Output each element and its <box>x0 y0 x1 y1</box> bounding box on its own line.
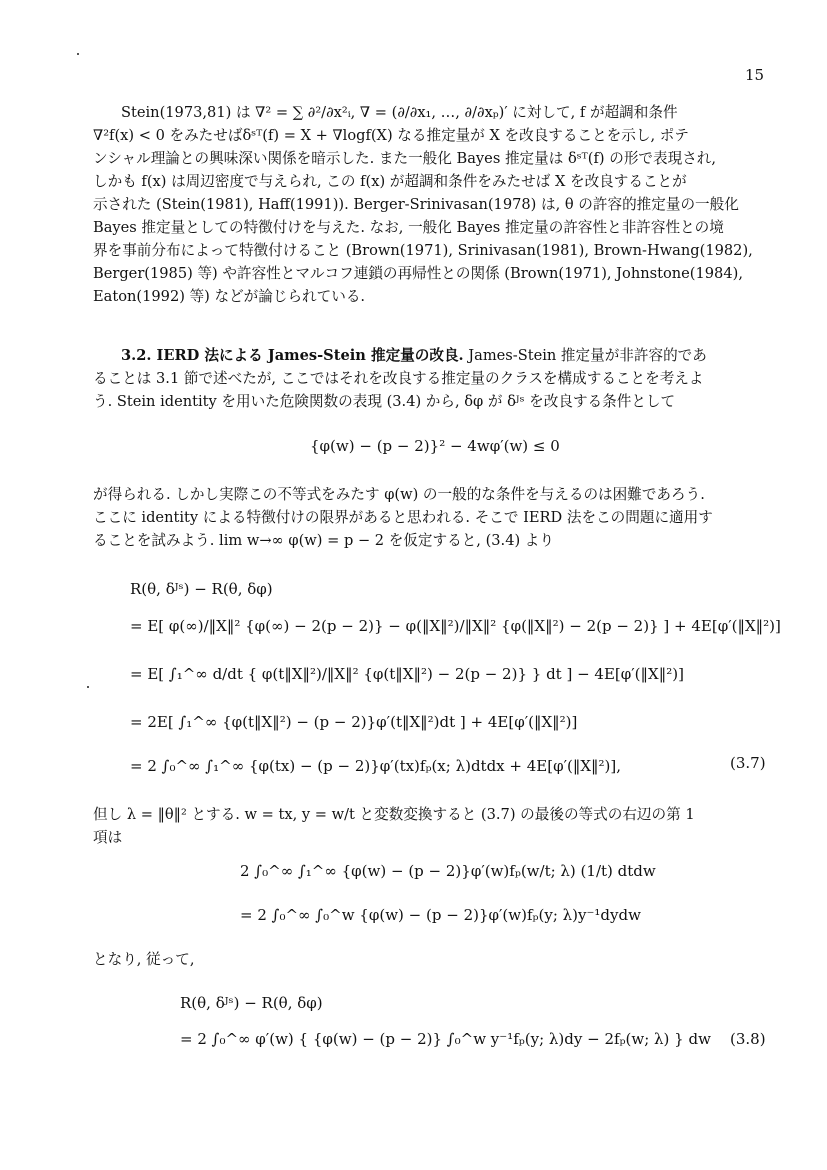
equation-3-7-line: = E[ φ(∞)/‖X‖² {φ(∞) − 2(p − 2)} − φ(‖X‖²)/‖X‖² {φ(‖X‖²) − 2(p − 2)} ] + 4E[φ′(‖X‖²)] <box>130 617 781 635</box>
equation-3-8-line: R(θ, δᴶˢ) − R(θ, δφ) <box>180 994 323 1012</box>
scan-speck <box>77 53 79 55</box>
display-equation-inequality: {φ(w) − (p − 2)}² − 4wφ′(w) ≤ 0 <box>310 437 560 455</box>
text-line: ∇²f(x) < 0 をみたせばδˢᵀ(f) = X + ∇logf(X) なる推定量が X を改良することを示し, ポテ <box>93 127 689 144</box>
section-heading: 3.2. IERD 法による James-Stein 推定量の改良. <box>121 347 464 364</box>
page-number: 15 <box>745 66 765 84</box>
text-line: ここに identity による特徴付けの限界があると思われる. そこで IERD 法をこの問題に適用す <box>93 509 713 526</box>
text-line <box>93 344 765 367</box>
text-line: しかも f(x) は周辺密度で与えられ, この f(x) が超調和条件をみたせば X を改良することが <box>93 173 687 190</box>
paragraph-1 <box>93 101 765 308</box>
equation-number-3-7: (3.7) <box>730 754 766 772</box>
equation-3-8-line: = 2 ∫₀^∞ φ′(w) { {φ(w) − (p − 2)} ∫₀^w y⁻¹fₚ(y; λ)dy − 2fₚ(w; λ) } dw <box>180 1030 711 1048</box>
text-line: Eaton(1992) 等) などが論じられている. <box>93 288 366 305</box>
equation-3-7-line: = E[ ∫₁^∞ d/dt { φ(t‖X‖²)/‖X‖² {φ(t‖X‖²) − 2(p − 2)} } dt ] − 4E[φ′(‖X‖²)] <box>130 665 684 683</box>
equation-substitution-line: = 2 ∫₀^∞ ∫₀^w {φ(w) − (p − 2)}φ′(w)fₚ(y; λ)y⁻¹dydw <box>240 906 641 924</box>
text-line: ることを試みよう. lim w→∞ φ(w) = p − 2 を仮定すると, (3.4) より <box>93 532 554 549</box>
paragraph-4 <box>93 803 765 849</box>
scan-speck <box>87 686 89 688</box>
equation-substitution-line: 2 ∫₀^∞ ∫₁^∞ {φ(w) − (p − 2)}φ′(w)fₚ(w/t; λ) (1/t) dtdw <box>240 862 656 880</box>
equation-3-7-line: = 2E[ ∫₁^∞ {φ(t‖X‖²) − (p − 2)}φ′(t‖X‖²)dt ] + 4E[φ′(‖X‖²)] <box>130 713 578 731</box>
text-line: 界を事前分布によって特徴付けること (Brown(1971), Srinivasan(1981), Brown-Hwang(1982), <box>93 242 753 259</box>
text-line: となり, 従って, <box>93 951 195 968</box>
text-line: 示された (Stein(1981), Haff(1991)). Berger-Srinivasan(1978) は, θ の許容的推定量の一般化 <box>93 196 739 213</box>
text-line: う. Stein identity を用いた危険関数の表現 (3.4) から, δφ が δᴶˢ を改良する条件として <box>93 393 676 410</box>
paragraph-5 <box>93 948 765 971</box>
text-line: Stein(1973,81) は ∇² = ∑ ∂²/∂x²ᵢ, ∇ = (∂/∂x₁, …, ∂/∂xₚ)′ に対して, f が超調和条件 <box>121 104 678 121</box>
equation-number-3-8: (3.8) <box>730 1030 766 1048</box>
paragraph-2 <box>93 344 765 413</box>
text-line: 但し λ = ‖θ‖² とする. w = tx, y = w/t と変数変換すると (3.7) の最後の等式の右辺の第 1 <box>93 806 695 823</box>
text-line: Bayes 推定量としての特徴付けを与えた. なお, 一般化 Bayes 推定量の許容性と非許容性との境 <box>93 219 724 236</box>
text-line: Berger(1985) 等) や許容性とマルコフ連鎖の再帰性との関係 (Brown(1971), Johnstone(1984), <box>93 265 743 282</box>
text-line: 項は <box>93 829 123 846</box>
equation-3-7-line: R(θ, δᴶˢ) − R(θ, δφ) <box>130 580 273 598</box>
text-line: ることは 3.1 節で述べたが, ここではそれを改良する推定量のクラスを構成することを考えよ <box>93 370 704 387</box>
equation-3-7-line: = 2 ∫₀^∞ ∫₁^∞ {φ(tx) − (p − 2)}φ′(tx)fₚ(x; λ)dtdx + 4E[φ′(‖X‖²)], <box>130 757 622 775</box>
paragraph-3 <box>93 483 765 552</box>
text-span: James-Stein 推定量が非許容的であ <box>468 347 707 364</box>
text-line: が得られる. しかし実際この不等式をみたす φ(w) の一般的な条件を与えるのは困難であろう. <box>93 486 705 503</box>
text-line: ンシャル理論との興味深い関係を暗示した. また一般化 Bayes 推定量は δˢᵀ(f) の形で表現され, <box>93 150 717 167</box>
